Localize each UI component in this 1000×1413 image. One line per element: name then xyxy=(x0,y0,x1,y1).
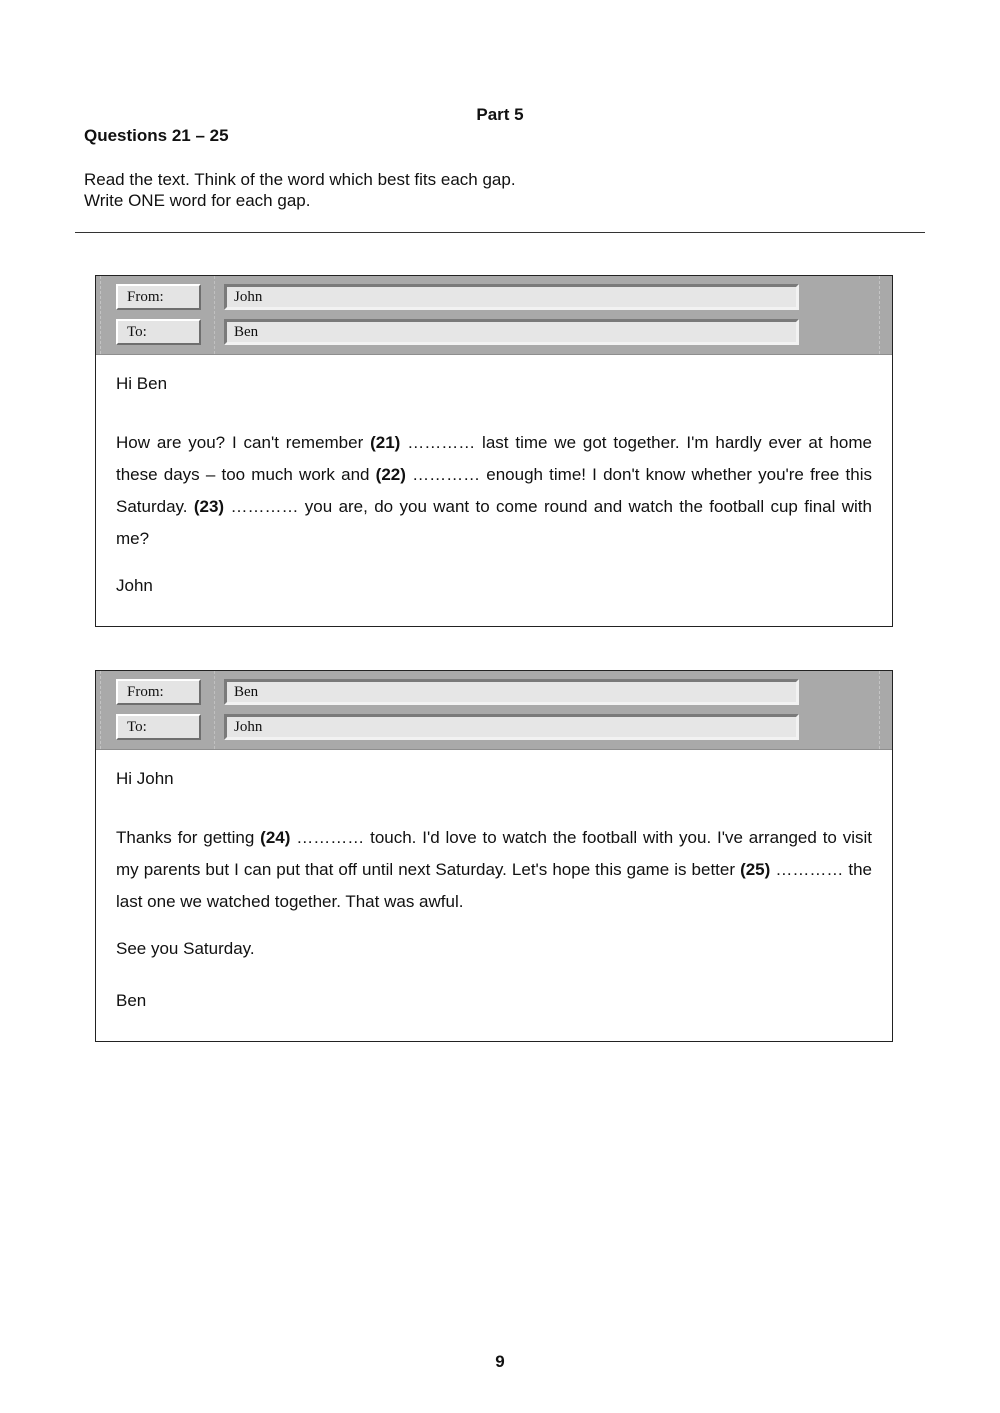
header-edge-left xyxy=(100,276,109,354)
from-field[interactable]: John xyxy=(224,284,799,310)
email-body xyxy=(96,355,892,597)
instructions xyxy=(84,169,516,211)
page-number: 9 xyxy=(495,1352,505,1371)
text: Thanks for getting xyxy=(116,828,261,847)
email-header xyxy=(96,671,892,750)
gap-25: (25) xyxy=(740,860,771,879)
closing-line: See you Saturday. xyxy=(116,939,255,958)
questions-heading: Questions 21 – 25 xyxy=(84,126,229,145)
from-field[interactable]: Ben xyxy=(224,679,799,705)
email-ben-to-john xyxy=(95,670,893,1042)
email-john-to-ben xyxy=(95,275,893,627)
gap-22: (22) xyxy=(375,465,406,484)
text: ………… the last one we watched together. That was awful. xyxy=(116,860,872,911)
text: How are you? I can't remember xyxy=(116,433,371,452)
header-edge-left xyxy=(100,671,109,749)
header-edge-right xyxy=(879,276,888,354)
divider xyxy=(75,232,925,233)
header-separator xyxy=(214,276,215,354)
instruction-line-2: Write ONE word for each gap. xyxy=(84,191,311,210)
gap-23: (23) xyxy=(193,497,225,516)
gap-21: (21) xyxy=(370,433,401,452)
gap-24: (24) xyxy=(260,828,291,847)
header-separator xyxy=(214,671,215,749)
from-label: From: xyxy=(116,679,201,705)
text: ………… touch. I'd love to watch the football with you. I've arranged to visit my parents but I can put that off until next Saturday. Let's hope this game is better xyxy=(116,828,872,879)
text: ………… enough time! I don't know whether you're free this Saturday. xyxy=(116,465,872,516)
to-field[interactable]: Ben xyxy=(224,319,799,345)
header-edge-right xyxy=(879,671,888,749)
to-label: To: xyxy=(116,714,201,740)
signature: John xyxy=(116,576,153,595)
part-title: Part 5 xyxy=(476,105,524,124)
email-body xyxy=(96,750,892,1012)
greeting: Hi Ben xyxy=(116,374,168,393)
from-label: From: xyxy=(116,284,201,310)
to-label: To: xyxy=(116,319,201,345)
text: ………… last time we got together. I'm hardly ever at home these days – too much work and xyxy=(116,433,872,484)
to-field[interactable]: John xyxy=(224,714,799,740)
greeting: Hi John xyxy=(116,769,174,788)
message-paragraph xyxy=(116,427,872,555)
signature: Ben xyxy=(116,991,147,1010)
instruction-line-1: Read the text. Think of the word which best fits each gap. xyxy=(84,170,516,189)
message-paragraph xyxy=(116,822,872,918)
text: ………… you are, do you want to come round and watch the football cup final with me? xyxy=(116,497,872,548)
email-header xyxy=(96,276,892,355)
